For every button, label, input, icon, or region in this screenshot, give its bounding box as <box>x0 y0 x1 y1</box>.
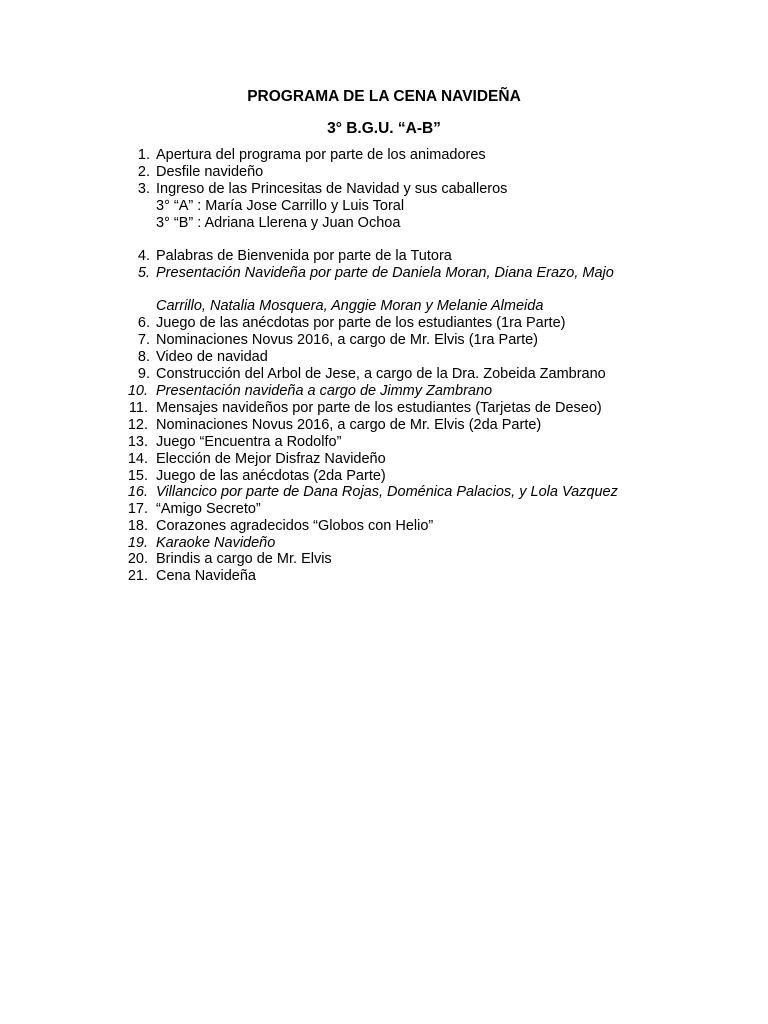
list-item-text: Mensajes navideños por parte de los estudiantes (Tarjetas de Deseo) <box>156 400 602 416</box>
list-item-number: 8. <box>137 349 150 365</box>
list-item-number: 4. <box>137 248 150 264</box>
list-item-number: 13. <box>127 434 148 450</box>
list-item-text: Ingreso de las Princesitas de Navidad y sus caballeros <box>156 181 508 197</box>
list-item-number: 9. <box>137 366 150 382</box>
list-item-number: 16. <box>127 484 148 500</box>
list-item-text: Juego de las anécdotas por parte de los estudiantes (1ra Parte) <box>156 315 566 331</box>
list-item-number: 11. <box>128 400 148 416</box>
list-item-number: 17. <box>127 501 148 517</box>
list-item-text: Villancico por parte de Dana Rojas, Doménica Palacios, y Lola Vazquez <box>156 484 618 500</box>
list-item-text: Presentación Navideña por parte de Daniela Moran, Diana Erazo, Majo <box>156 265 614 281</box>
list-item-number: 2. <box>137 164 150 180</box>
list-item-text: “Amigo Secreto” <box>156 501 261 517</box>
list-item-text: Nominaciones Novus 2016, a cargo de Mr. Elvis (1ra Parte) <box>156 332 539 348</box>
list-item-text: 3° “A” : María Jose Carrillo y Luis Toral <box>156 198 405 214</box>
list-item-number: 15. <box>127 468 148 484</box>
list-item-text: Juego de las anécdotas (2da Parte) <box>156 468 386 484</box>
list-item-text: Construcción del Arbol de Jese, a cargo de la Dra. Zobeida Zambrano <box>156 366 606 382</box>
list-item-text: Juego “Encuentra a Rodolfo” <box>156 434 342 450</box>
list-item-number: 1. <box>137 147 150 163</box>
list-item-text: Corazones agradecidos “Globos con Helio” <box>156 518 434 534</box>
list-item-number: 21. <box>127 568 148 584</box>
list-item-number: 6. <box>137 315 150 331</box>
list-item-text: Presentación navideña a cargo de Jimmy Zambrano <box>156 383 493 399</box>
list-item-number: 12. <box>127 417 148 433</box>
list-item-number: 10. <box>127 383 148 399</box>
list-item-number: 7. <box>137 332 150 348</box>
page-subtitle: 3° B.G.U. “A-B” <box>327 120 441 137</box>
list-item-text: Palabras de Bienvenida por parte de la Tutora <box>156 248 452 264</box>
list-item-text: Karaoke Navideño <box>156 535 276 551</box>
list-item-text: Cena Navideña <box>156 568 256 584</box>
page-title: PROGRAMA DE LA CENA NAVIDEÑA <box>247 88 521 105</box>
list-item-number: 3. <box>137 181 150 197</box>
list-item-text: Desfile navideño <box>156 164 264 180</box>
list-item-text: Nominaciones Novus 2016, a cargo de Mr. Elvis (2da Parte) <box>156 417 542 433</box>
list-item-text: Apertura del programa por parte de los animadores <box>156 147 486 163</box>
list-item-number: 18. <box>127 518 148 534</box>
list-item-text: Elección de Mejor Disfraz Navideño <box>156 451 386 467</box>
list-item-number: 5. <box>137 265 150 281</box>
list-item-text: Video de navidad <box>156 349 268 365</box>
list-item-number: 20. <box>127 551 148 567</box>
list-item-text: Brindis a cargo de Mr. Elvis <box>156 551 332 567</box>
list-item-number: 19. <box>127 535 148 551</box>
list-item-text: Carrillo, Natalia Mosquera, Anggie Moran y Melanie Almeida <box>156 298 544 314</box>
list-item-text: 3° “B” : Adriana Llerena y Juan Ochoa <box>156 215 401 231</box>
list-item-number: 14. <box>127 451 148 467</box>
